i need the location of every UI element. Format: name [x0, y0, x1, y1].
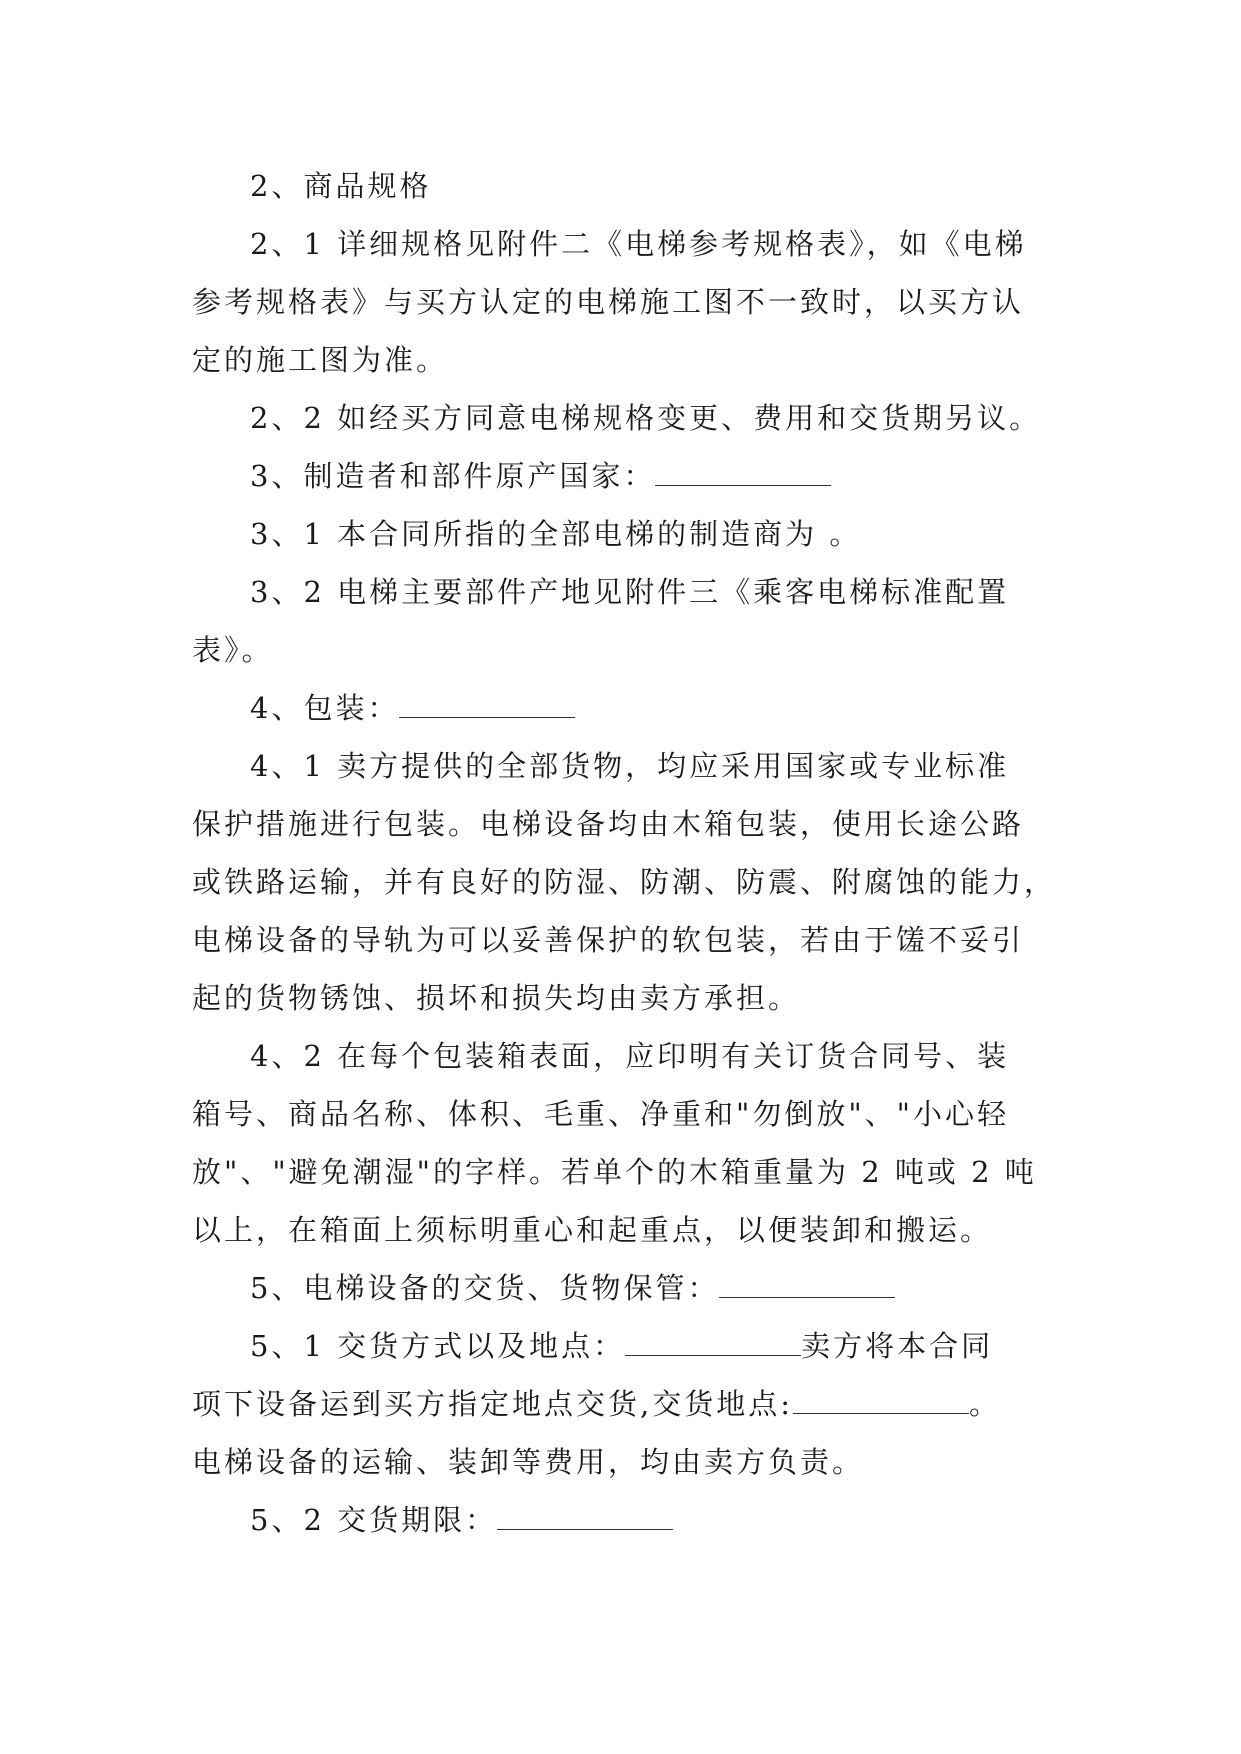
text-line: 卖方将本合同 — [801, 1329, 994, 1363]
paragraph-line — [192, 1210, 992, 1250]
paragraph-line — [250, 398, 1041, 438]
text-line: 以上，在箱面上须标明重心和起重点，以便装卸和搬运。 — [192, 1213, 993, 1247]
paragraph-line — [192, 282, 1024, 322]
text-line: 5、电梯设备的交货、货物保管： — [250, 1271, 720, 1305]
paragraph-line — [192, 1094, 1009, 1134]
text-line: 3、2 电梯主要部件产地见附件三《乘客电梯标准配置 — [250, 575, 1010, 609]
paragraph-line — [192, 978, 800, 1018]
text-line: 或铁路运输，并有良好的防湿、防潮、防震、附腐蚀的能力， — [192, 865, 1057, 899]
text-line: 4、包装： — [250, 691, 400, 725]
paragraph-line — [192, 1442, 864, 1482]
text-line: 起的货物锈蚀、损坏和损失均由卖方承担。 — [192, 981, 801, 1015]
text-line: 3、1 本合同所指的全部电梯的制造商为 。 — [250, 517, 862, 551]
fill-in-blank — [719, 1271, 895, 1298]
text-line: 4、1 卖方提供的全部货物，均应采用国家或专业标准 — [250, 749, 1010, 783]
paragraph-line — [192, 1152, 1037, 1192]
paragraph-line — [250, 746, 1009, 786]
text-line: 3、制造者和部件原产国家： — [250, 459, 656, 493]
fill-in-blank — [497, 1503, 673, 1530]
paragraph-line — [192, 804, 1024, 844]
text-line: 定的施工图为准。 — [192, 343, 449, 377]
text-line: 。 — [969, 1387, 1002, 1421]
paragraph-line — [192, 340, 448, 380]
paragraph-line — [250, 572, 1009, 612]
text-line: 5、1 交货方式以及地点： — [250, 1329, 626, 1363]
fill-in-blank — [793, 1387, 969, 1414]
text-line: 参考规格表》与买方认定的电梯施工图不一致时，以买方认 — [192, 285, 1025, 319]
fill-in-blank — [625, 1329, 801, 1356]
text-line: 电梯设备的运输、装卸等费用，均由卖方负责。 — [192, 1445, 865, 1479]
text-line: 5、2 交货期限： — [250, 1503, 498, 1537]
text-line: 2、2 如经买方同意电梯规格变更、费用和交货期另议。 — [250, 401, 1042, 435]
fill-in-blank — [655, 459, 831, 486]
paragraph-line — [250, 514, 861, 554]
text-line: 4、2 在每个包装箱表面，应印明有关订货合同号、装 — [250, 1039, 1010, 1073]
text-line: 保护措施进行包装。电梯设备均由木箱包装，使用长途公路 — [192, 807, 1025, 841]
paragraph-line — [192, 862, 1056, 902]
text-line: 放"、"避免潮湿"的字样。若单个的木箱重量为 2 吨或 2 吨 — [192, 1155, 1037, 1189]
paragraph-line — [250, 1326, 993, 1366]
text-line: 表》。 — [192, 633, 274, 667]
fill-in-blank — [399, 691, 575, 718]
text-line: 项下设备运到买方指定地点交货,交货地点: — [192, 1387, 793, 1421]
paragraph-heading-3 — [250, 456, 831, 496]
text-line: 2、商品规格 — [250, 169, 432, 203]
paragraph-line — [192, 920, 1024, 960]
paragraph-line — [250, 1500, 673, 1540]
paragraph-heading-2 — [250, 166, 431, 206]
paragraph-heading-5 — [250, 1268, 895, 1308]
paragraph-line — [192, 630, 274, 670]
paragraph-line — [192, 1384, 1001, 1424]
paragraph-heading-4 — [250, 688, 575, 728]
text-line: 2、1 详细规格见附件二《电梯参考规格表》，如《电梯 — [250, 227, 1027, 261]
paragraph-line — [250, 224, 1027, 264]
paragraph-line — [250, 1036, 1009, 1076]
text-line: 箱号、商品名称、体积、毛重、净重和"勿倒放"、"小心轻 — [192, 1097, 1010, 1131]
text-line: 电梯设备的导轨为可以妥善保护的软包装，若由于馐不妥引 — [192, 923, 1025, 957]
